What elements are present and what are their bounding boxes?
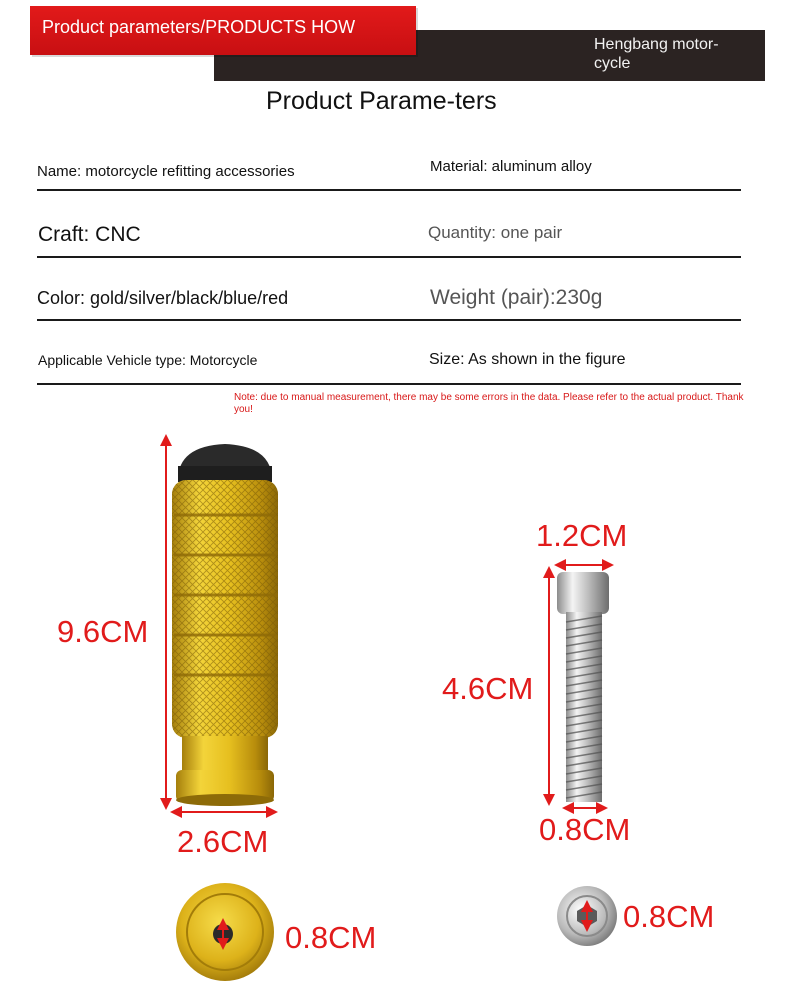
peg-hole-label: 0.8CM bbox=[285, 920, 377, 955]
peg-width-label: 2.6CM bbox=[177, 824, 269, 859]
param-size: Size: As shown in the figure bbox=[429, 351, 626, 368]
bolt-thread-label: 0.8CM bbox=[539, 812, 631, 847]
foot-peg-image bbox=[172, 444, 278, 806]
bolt-image bbox=[557, 572, 609, 802]
section-title: Product Parame-ters bbox=[266, 87, 497, 115]
bolt-length-label: 4.6CM bbox=[442, 671, 534, 706]
bolt-head-label: 1.2CM bbox=[536, 518, 628, 553]
brand-name: Hengbang motor-cycle bbox=[594, 36, 719, 72]
param-vehicle: Applicable Vehicle type: Motorcycle bbox=[38, 352, 258, 368]
param-material: Material: aluminum alloy bbox=[430, 158, 592, 175]
param-quantity: Quantity: one pair bbox=[428, 223, 563, 242]
param-name: Name: motorcycle refitting accessories bbox=[37, 163, 295, 180]
param-weight: Weight (pair):230g bbox=[430, 286, 603, 309]
bolt-end-label: 0.8CM bbox=[623, 899, 715, 934]
param-craft: Craft: CNC bbox=[38, 223, 141, 246]
param-color: Color: gold/silver/black/blue/red bbox=[37, 288, 289, 308]
peg-end-view bbox=[176, 883, 274, 981]
peg-length-label: 9.6CM bbox=[57, 614, 149, 649]
banner-title: Product parameters/PRODUCTS HOW bbox=[42, 17, 356, 37]
measurement-note: Note: due to manual measurement, there may be some errors in the data. Please refer to the actual product. Thank you! bbox=[234, 392, 744, 415]
